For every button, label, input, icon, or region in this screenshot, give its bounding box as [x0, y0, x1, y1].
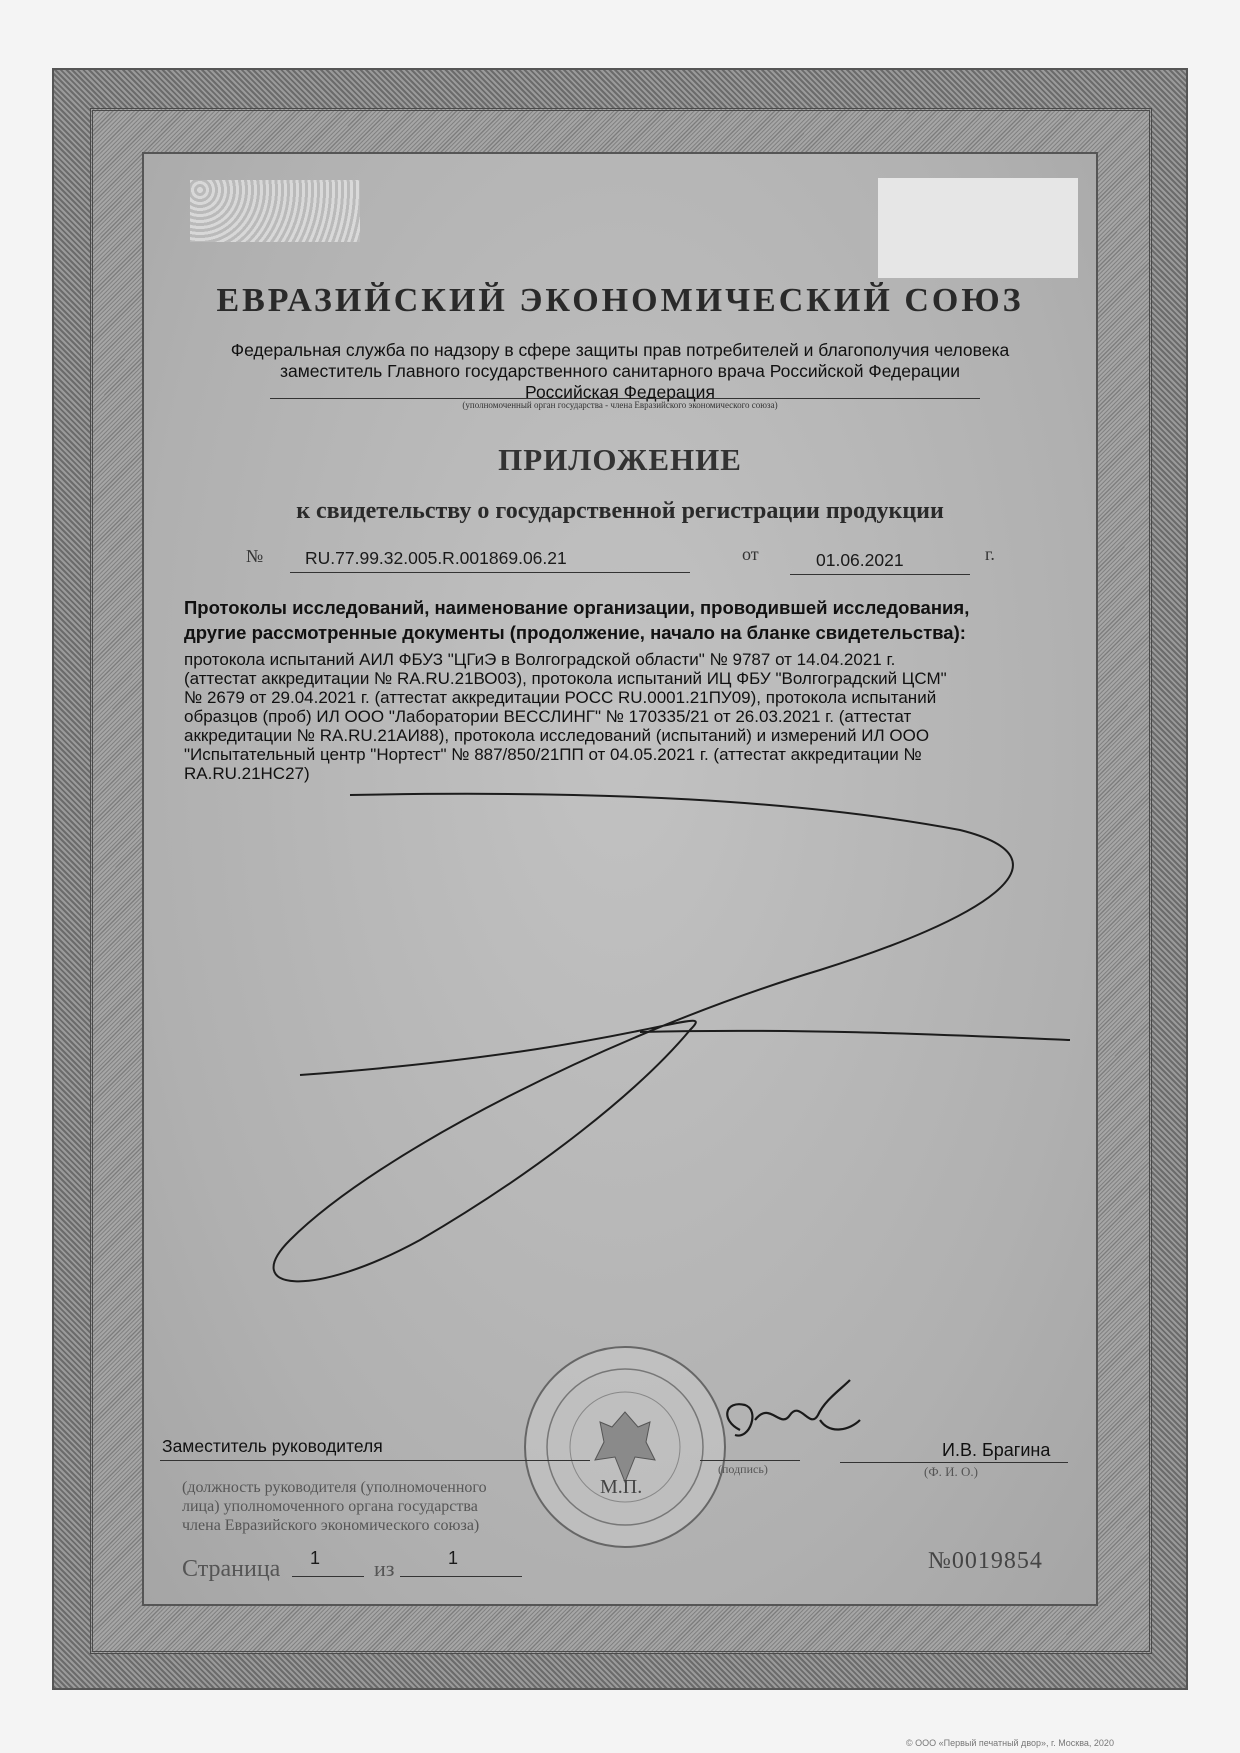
stamp-mark: М.П. — [600, 1476, 643, 1498]
protocol-line: аккредитации № RA.RU.21АИ88), протокола исследований (испытаний) и измерений ИЛ ООО — [184, 726, 930, 745]
protocol-line: (аттестат аккредитации № RA.RU.21ВО03), протокола испытаний ИЦ ФБУ "Волгоградский ЦСМ" — [184, 669, 947, 688]
form-number: №0019854 — [928, 1548, 1043, 1574]
year-suffix: г. — [985, 544, 995, 564]
protocol-line: образцов (проб) ИЛ ООО "Лаборатории ВЕССЛИНГ" № 170335/21 от 26.03.2021 г. (аттестат — [184, 707, 912, 726]
protocol-line: № 2679 от 29.04.2021 г. (аттестат аккредитации РОСС RU.0001.21ПУ09), протокола испытаний — [184, 688, 937, 707]
page-number-underline — [292, 1576, 364, 1577]
position-caption-line-2: лица) уполномоченного органа государства — [182, 1498, 478, 1515]
name-caption: (Ф. И. О.) — [924, 1464, 978, 1479]
agency-line-1: Федеральная служба по надзору в сфере защиты прав потребителей и благополучия человека — [230, 340, 1010, 360]
signature-caption: (подпись) — [718, 1462, 768, 1476]
of-label: из — [374, 1556, 395, 1581]
total-pages: 1 — [448, 1548, 459, 1568]
page-number: 1 — [310, 1548, 321, 1568]
official-seal — [520, 1342, 730, 1552]
agency-caption: (уполномоченный орган государства - члена Евразийского экономического союза) — [462, 400, 778, 410]
appendix-subtitle: к свидетельству о государственной регистрации продукции — [296, 498, 944, 524]
union-title: ЕВРАЗИЙСКИЙ ЭКОНОМИЧЕСКИЙ СОЮЗ — [216, 282, 1024, 319]
protocols-heading-line-1: Протоколы исследований, наименование организации, проводившей исследования, — [184, 597, 970, 618]
agency-line-3: Российская Федерация — [525, 382, 715, 402]
protocols-heading-line-2: другие рассмотренные документы (продолжение, начало на бланке свидетельства): — [184, 622, 966, 643]
handwritten-signature — [700, 1360, 870, 1470]
page-label: Страница — [182, 1556, 281, 1582]
total-pages-underline — [400, 1576, 522, 1577]
appendix-title: ПРИЛОЖЕНИЕ — [498, 442, 742, 477]
protocol-line: RA.RU.21НС27) — [184, 764, 310, 783]
date-label: от — [742, 544, 759, 564]
agency-line-2: заместитель Главного государственного санитарного врача Российской Федерации — [279, 361, 961, 381]
protocol-line: "Испытательный центр "Нортест" № 887/850/21ПП от 04.05.2021 г. (аттестат аккредитации № — [184, 745, 922, 764]
certificate-date: 01.06.2021 — [816, 550, 904, 570]
signer-position: Заместитель руководителя — [162, 1436, 383, 1456]
certificate-number: RU.77.99.32.005.R.001869.06.21 — [305, 548, 567, 568]
printer-note: © ООО «Первый печатный двор», г. Москва, 2020 — [906, 1738, 1114, 1748]
number-label: № — [246, 546, 264, 566]
protocol-line: протокола испытаний АИЛ ФБУЗ "ЦГиЭ в Волгоградской области" № 9787 от 14.04.2021 г. — [184, 650, 896, 669]
name-underline — [840, 1462, 1068, 1463]
position-underline — [160, 1460, 590, 1461]
signature-underline — [700, 1460, 800, 1461]
signer-name: И.В. Брагина — [942, 1440, 1051, 1460]
position-caption-line-3: члена Евразийского экономического союза) — [182, 1517, 480, 1534]
position-caption-line-1: (должность руководителя (уполномоченного — [182, 1479, 487, 1496]
